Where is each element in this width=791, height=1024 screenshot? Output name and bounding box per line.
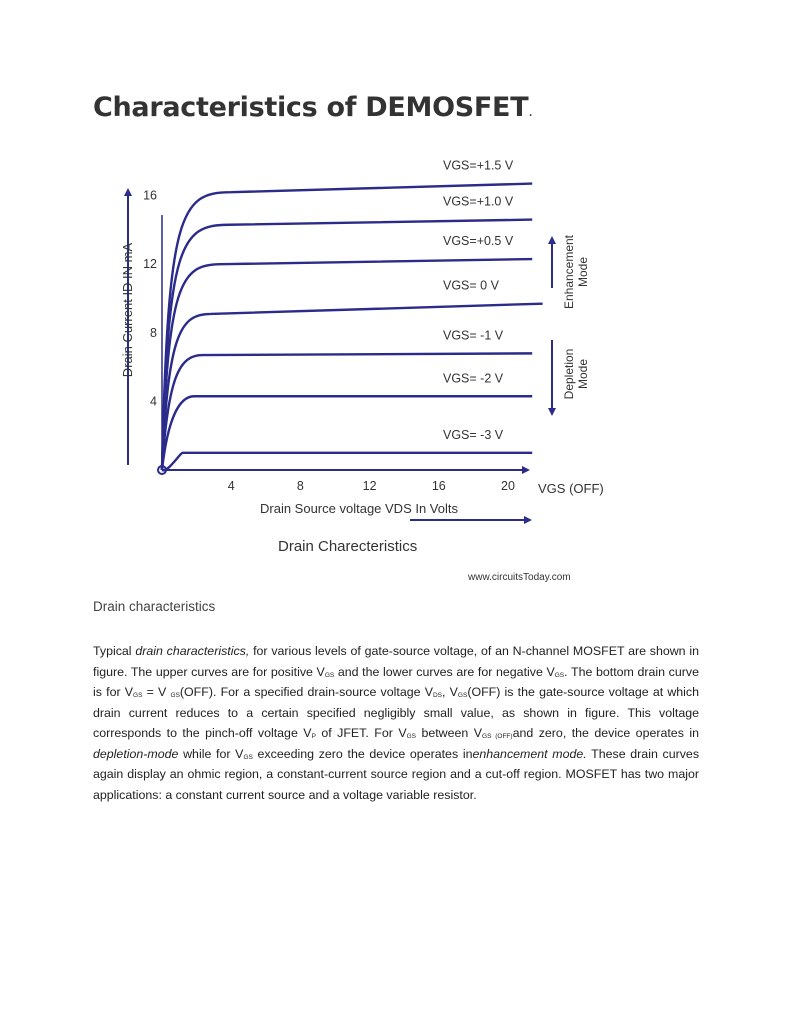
chart-title: Drain Charecteristics (278, 538, 418, 555)
enhancement-mode-emphasis: enhancement mode. (472, 746, 587, 761)
depletion-mode-emphasis: depletion-mode (93, 746, 179, 761)
curve-label: VGS= 0 V (443, 278, 499, 293)
curve-label: VGS= -2 V (443, 371, 504, 386)
figure-caption: Drain characteristics (93, 599, 216, 614)
x-axis-label: Drain Source voltage VDS In Volts (260, 501, 458, 516)
description-paragraph: Typical drain characteristics, for various levels of gate-source voltage, of an N-channel MOSFET are shown in figure. The upper curves are for positive $V_{GS}$ and the lower curves are for negative $V_{GS}$. The bottom drain curve is for $V_{GS} = V$ $_{GS}$(OFF). For a specified drain-source voltage $V_{DS}$, $V_{GS}(OFF)$ is the gate-source voltage at which drain current reduces to a certain specified negligibly small value, as shown in figure. This voltage corresponds to the pinch-off voltage $V_P$ of JFET. For $V_{GS}$ between $V_{GS (OFF)}and$ zero, the device operates in depletion-mode while for $V_{GS}$ exceeding zero the device operates inenhancement mode. These drain curves again display an ohmic region, a constant-current source region and a cut-off region. MOSFET has two major applications: a constant current source and a voltage variable resistor. (93, 644, 700, 802)
page-title-suffix: . (528, 104, 533, 120)
watermark: www.circuitsToday.com (468, 572, 571, 583)
chart-curve-labels (443, 159, 514, 442)
drain-characteristics-figure (110, 158, 620, 590)
y-tick-label: 12 (143, 257, 157, 272)
x-tick-label: 4 (227, 479, 235, 493)
depletion-label-line2: Mode (576, 358, 590, 390)
y-tick-label: 4 (150, 394, 157, 409)
curve-label: VGS=+1.5 V (443, 158, 514, 173)
curve-label: VGS=+0.5 V (443, 234, 514, 249)
curve-label: VGS=+1.0 V (443, 194, 514, 209)
curve-label: VGS= -1 V (443, 328, 504, 343)
drain-characteristics-emphasis: drain characteristics, (135, 644, 250, 658)
x-tick-label: 8 (296, 479, 304, 493)
x-tick-label: 16 (431, 479, 446, 493)
drain-characteristics-chart (110, 158, 620, 590)
enhancement-label-line2: Mode (576, 256, 590, 288)
x-tick-label: 12 (362, 479, 377, 493)
y-axis-label: Drain Current ID IN mA (120, 242, 135, 378)
page-title (93, 92, 532, 123)
drain-curve (162, 453, 532, 470)
vgs-off-label: VGS (OFF) (538, 481, 604, 496)
enhancement-label-line1: Enhancement (562, 234, 576, 310)
curve-label: VGS= -3 V (443, 427, 504, 442)
depletion-label-line1: Depletion (562, 348, 576, 400)
page-title-text: Characteristics of DEMOSFET (93, 92, 529, 123)
x-tick-label: 20 (501, 479, 515, 493)
y-tick-label: 16 (143, 188, 157, 203)
y-tick-label: 8 (150, 325, 157, 340)
